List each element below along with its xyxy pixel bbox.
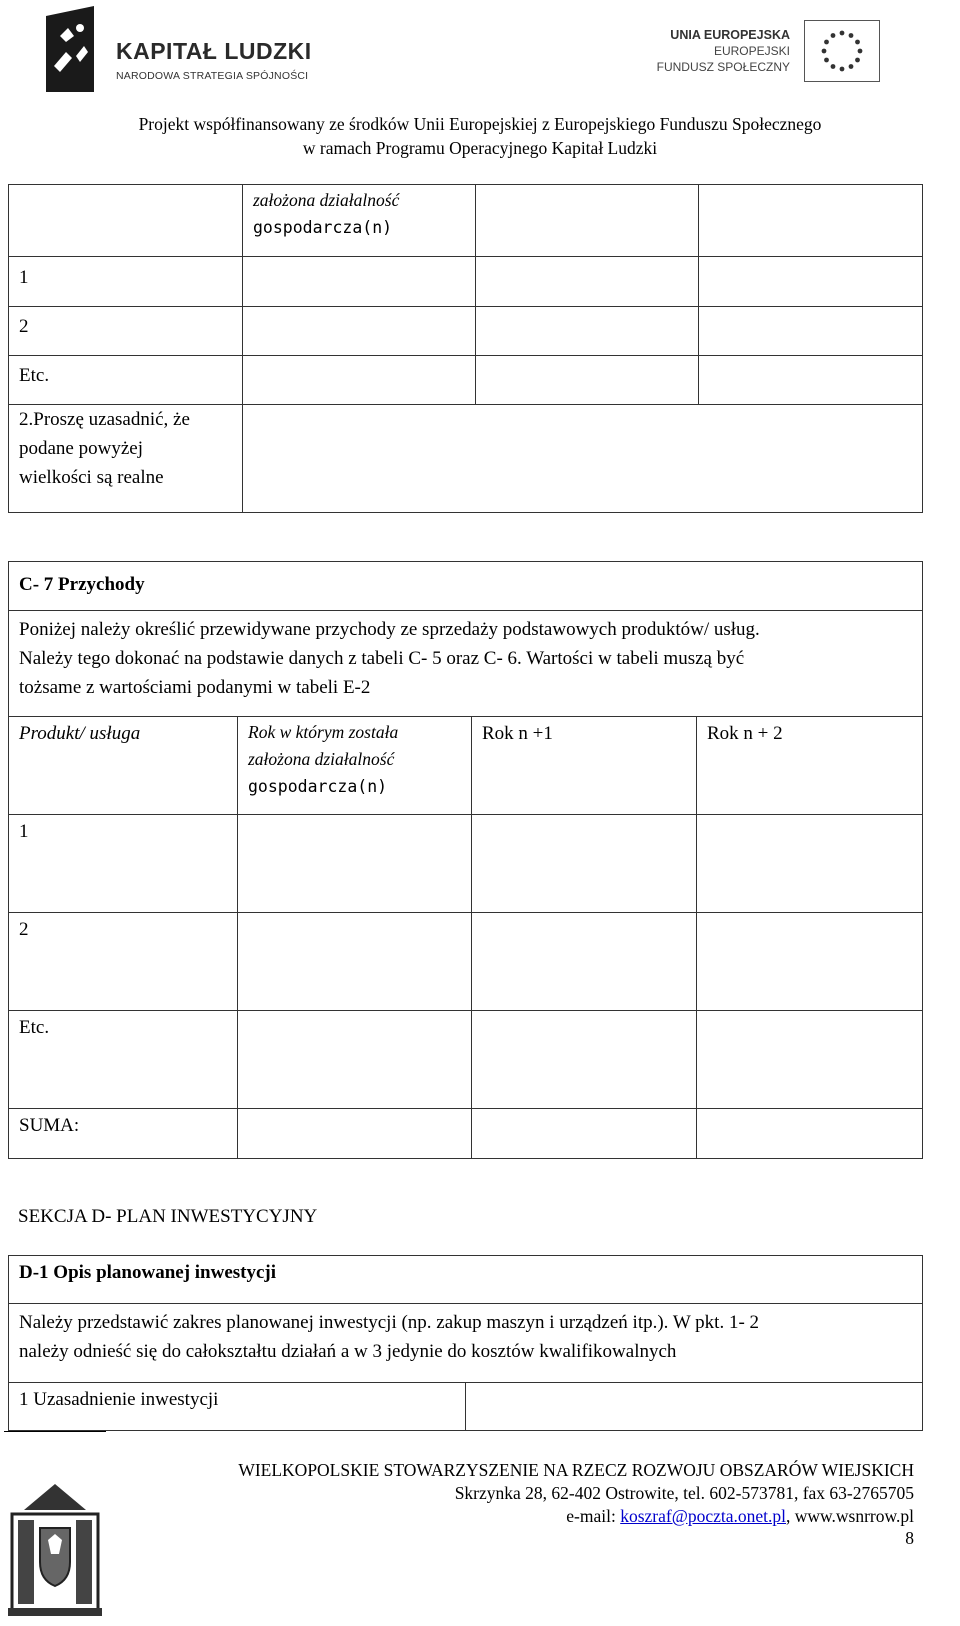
d1-desc-line2: należy odnieść się do całokształtu działań a w 3 jedynie do kosztów kwalifikowalnych: [19, 1341, 677, 1362]
table-row-sum: [9, 1109, 923, 1159]
justify-line3: wielkości są realne: [19, 467, 164, 488]
input-cell[interactable]: [238, 815, 472, 913]
input-cell[interactable]: [243, 257, 476, 307]
logo-left-subtitle: NARODOWA STRATEGIA SPÓJNOŚCI: [116, 70, 309, 82]
input-cell[interactable]: [466, 1383, 923, 1431]
d1-desc-line1: Należy przedstawić zakres planowanej inwestycji (np. zakup maszyn i urządzeń itp.). W pkt. 1- 2: [19, 1312, 760, 1333]
input-cell[interactable]: [238, 1011, 472, 1109]
page-number: 8: [905, 1528, 914, 1548]
logo-right-line1: UNIA EUROPEJSKA: [670, 28, 790, 42]
continuation-table: [8, 184, 923, 513]
footer-web: , www.wsnrrow.pl: [786, 1506, 914, 1526]
input-cell[interactable]: [238, 913, 472, 1011]
row-label: 1: [19, 267, 29, 288]
row-label-sum: SUMA:: [19, 1115, 80, 1136]
input-cell[interactable]: [476, 257, 699, 307]
col-year-line2: założona działalność: [248, 749, 395, 769]
header-cell-n1: [476, 185, 699, 257]
header-cell-n2: [699, 185, 923, 257]
col-n2: Rok n + 2: [707, 723, 783, 744]
table-row: [9, 356, 923, 405]
logo-left-title: KAPITAŁ LUDZKI: [116, 38, 312, 64]
row-label: Etc.: [19, 365, 50, 386]
row-label: Etc.: [19, 1017, 50, 1038]
row-label: 1: [19, 821, 29, 842]
input-cell[interactable]: [697, 815, 923, 913]
input-cell[interactable]: [697, 1109, 923, 1159]
header-cell-year: [243, 185, 476, 257]
row-label: 2: [19, 316, 29, 337]
logo-right-line3: FUNDUSZ SPOŁECZNY: [656, 60, 790, 74]
input-cell[interactable]: [476, 356, 699, 405]
c7-desc-line1: Poniżej należy określić przewidywane przychody ze sprzedaży podstawowych produktów/ usług.: [19, 619, 760, 640]
input-cell[interactable]: [697, 1011, 923, 1109]
input-cell[interactable]: [472, 1109, 697, 1159]
footer-org: WIELKOPOLSKIE STOWARZYSZENIE NA RZECZ ROZWOJU OBSZARÓW WIEJSKICH: [238, 1460, 914, 1480]
col-year-line3: gospodarcza(n): [248, 777, 388, 796]
eu-flag-icon: [804, 20, 880, 82]
logo-right-line2: EUROPEJSKI: [713, 44, 790, 58]
col-year-line1: Rok w którym została: [248, 722, 399, 742]
table-row: [9, 307, 923, 356]
justify-line1: 2.Proszę uzasadnić, że: [19, 409, 190, 430]
section-d-heading: SEKCJA D- PLAN INWESTYCYJNY: [18, 1206, 318, 1227]
eu-logo: [648, 20, 888, 84]
input-cell[interactable]: [699, 257, 923, 307]
d1-item1: 1 Uzasadnienie inwestycji: [19, 1389, 219, 1410]
input-cell[interactable]: [699, 307, 923, 356]
table-row: [9, 815, 923, 913]
input-cell[interactable]: [476, 307, 699, 356]
col-n1: Rok n +1: [482, 723, 553, 744]
justify-line2: podane powyżej: [19, 438, 143, 459]
justification-input-cell[interactable]: [243, 405, 923, 513]
table-row: [9, 257, 923, 307]
col-product: Produkt/ usługa: [19, 723, 141, 744]
footer-rule: [4, 1431, 106, 1432]
input-cell[interactable]: [697, 913, 923, 1011]
input-cell[interactable]: [472, 1011, 697, 1109]
c7-title: C- 7 Przychody: [19, 574, 145, 595]
input-cell[interactable]: [243, 356, 476, 405]
input-cell[interactable]: [472, 815, 697, 913]
input-cell[interactable]: [238, 1109, 472, 1159]
d1-title: D-1 Opis planowanej inwestycji: [19, 1262, 277, 1283]
table-row: [9, 405, 923, 513]
input-cell[interactable]: [243, 307, 476, 356]
footer-address: Skrzynka 28, 62-402 Ostrowite, tel. 602-573781, fax 63-2765705: [454, 1483, 914, 1503]
d1-table: [8, 1255, 923, 1431]
header-cont-line2: gospodarcza(n): [253, 218, 393, 237]
footer-email-link[interactable]: koszraf@poczta.onet.pl: [620, 1506, 786, 1526]
c7-desc-line3: tożsame z wartościami podanymi w tabeli E-2: [19, 677, 371, 698]
c7-desc-line2: Należy tego dokonać na podstawie danych z tabeli C- 5 oraz C- 6. Wartości w tabeli muszą być: [19, 648, 745, 669]
input-cell[interactable]: [472, 913, 697, 1011]
kapital-ludzki-logo: [38, 6, 338, 98]
project-line-2: w ramach Programu Operacyjnego Kapitał Ludzki: [302, 138, 658, 158]
footer-email-label: e-mail:: [566, 1506, 621, 1526]
kapital-ludzki-emblem-icon: [40, 6, 98, 94]
input-cell[interactable]: [699, 356, 923, 405]
header-cell-empty: [9, 185, 243, 257]
table-row: [9, 1011, 923, 1109]
row-label: 2: [19, 919, 29, 940]
footer-contact: [566, 1506, 914, 1527]
header-cont-line1: założona działalność: [253, 190, 400, 210]
table-row: [9, 913, 923, 1011]
wsnrrow-seal-icon: [4, 1480, 106, 1622]
c7-table: [8, 561, 923, 1159]
project-line-1: Projekt współfinansowany ze środków Unii Europejskiej z Europejskiego Funduszu Społecznego: [138, 114, 822, 134]
